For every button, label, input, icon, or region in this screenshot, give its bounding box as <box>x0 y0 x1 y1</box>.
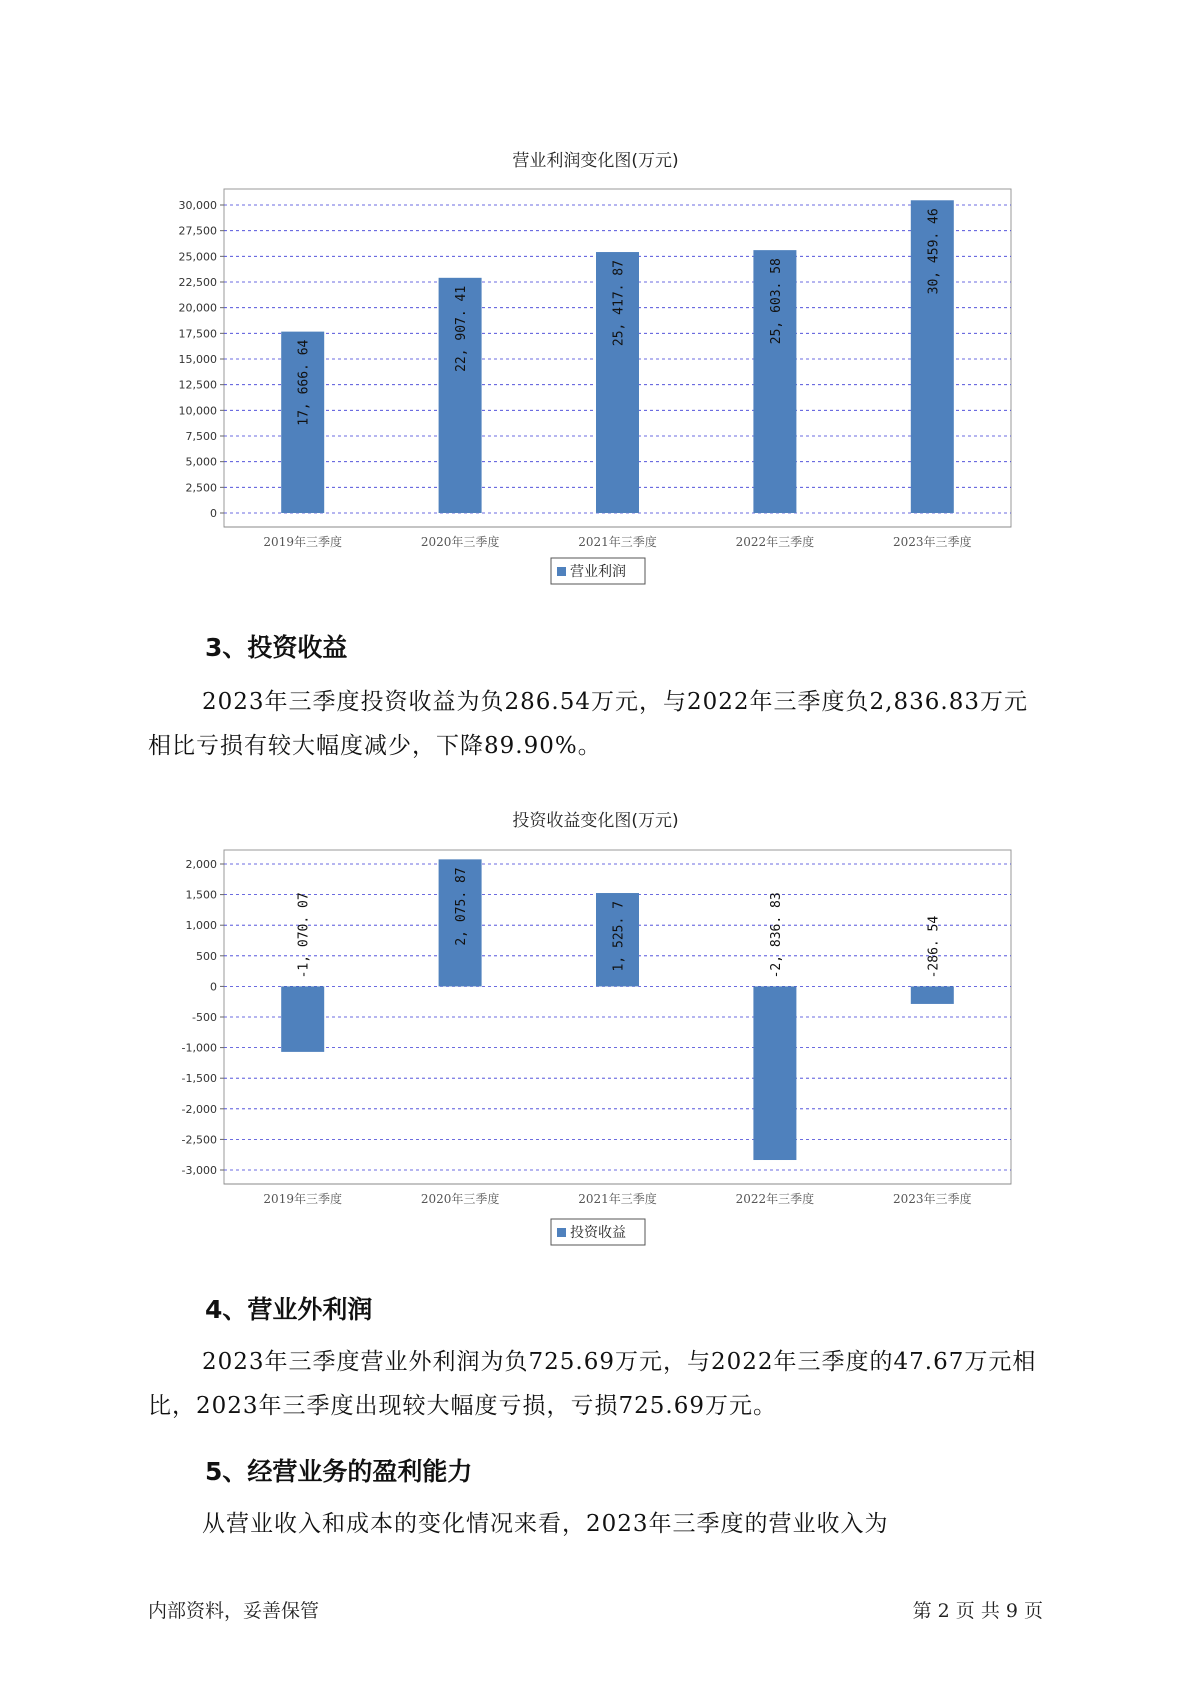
chart1-y-tick-label: 15,000 <box>178 353 217 366</box>
chart2-bar <box>911 986 954 1004</box>
chart1-category-label: 2021年三季度 <box>578 535 657 549</box>
section3-heading: 3、投资收益 <box>205 633 348 662</box>
chart2-legend-swatch <box>557 1228 566 1237</box>
chart1-y-tick-label: 22,500 <box>178 276 217 289</box>
chart2-category-label: 2020年三季度 <box>420 1192 500 1206</box>
chart1-y-tick-label: 12,500 <box>178 378 217 392</box>
chart2-y-tick-label: -1,000 <box>181 1041 217 1055</box>
chart2-y-tick-label: 2,000 <box>185 858 217 871</box>
chart2-y-tick-label: 1,500 <box>185 888 217 902</box>
chart2-category-label: 2021年三季度 <box>578 1192 657 1206</box>
chart1-y-tick-label: 0 <box>210 507 217 520</box>
chart1-y-tick-label: 17,500 <box>178 327 217 341</box>
section4-text: 2023年三季度营业外利润为负725.69万元，与2022年三季度的47.67万元相比，2023年三季度出现较大幅度亏损，亏损725.69万元。 <box>148 1349 1037 1419</box>
chart1-category-label: 2020年三季度 <box>420 535 500 549</box>
chart1-data-label: 25, 417. 87 <box>611 260 627 347</box>
chart2-legend-label: 投资收益 <box>570 1225 626 1241</box>
section4-paragraph <box>148 1340 1048 1428</box>
chart1-y-tick-label: 2,500 <box>185 481 217 495</box>
footer-confidential: 内部资料，妥善保管 <box>148 1600 320 1622</box>
chart2-bar <box>281 986 324 1051</box>
section5-heading: 5、经营业务的盈利能力 <box>205 1457 473 1486</box>
chart1-data-label: 17, 666. 64 <box>296 339 312 426</box>
chart2-y-tick-label: 1,000 <box>185 919 217 933</box>
chart1-y-tick-label: 7,500 <box>185 430 217 443</box>
chart1-y-tick-label: 20,000 <box>178 301 217 315</box>
chart2-y-tick-label: -2,500 <box>181 1133 217 1147</box>
chart2-y-tick-label: -3,000 <box>181 1164 217 1177</box>
chart2-bar <box>753 986 796 1160</box>
chart2-data-label: 2, 075. 87 <box>454 867 470 946</box>
chart2-data-label: -1, 070. 07 <box>296 892 312 979</box>
chart2-y-tick-label: -500 <box>192 1011 217 1024</box>
chart2-y-tick-label: -2,000 <box>181 1102 217 1116</box>
chart2-category-label: 2022年三季度 <box>735 1192 815 1206</box>
chart2-y-tick-label: -1,500 <box>181 1072 217 1086</box>
footer-page-number: 第 2 页 共 9 页 <box>912 1600 1043 1622</box>
chart2-data-label: -286. 54 <box>926 915 942 979</box>
chart1-data-label: 25, 603. 58 <box>768 258 784 345</box>
chart2-y-tick-label: 0 <box>210 980 217 994</box>
chart2-title: 投资收益变化图(万元) <box>512 811 679 831</box>
chart2-category-label: 2019年三季度 <box>263 1192 342 1206</box>
chart1-category-label: 2022年三季度 <box>735 535 815 549</box>
chart2-category-label: 2023年三季度 <box>893 1192 972 1206</box>
chart2-y-tick-label: 500 <box>196 949 217 963</box>
section5-text: 从营业收入和成本的变化情况来看，2023年三季度的营业收入为 <box>202 1511 889 1537</box>
chart2-data-label: 1, 525. 7 <box>611 901 627 972</box>
chart1-y-tick-label: 30,000 <box>178 199 217 212</box>
section3-text: 2023年三季度投资收益为负286.54万元，与2022年三季度负2,836.83万元相比亏损有较大幅度减少，下降89.90%。 <box>148 689 1028 759</box>
chart1-category-label: 2023年三季度 <box>893 535 972 549</box>
chart1-y-tick-label: 5,000 <box>185 455 217 469</box>
section5-paragraph <box>148 1502 1048 1546</box>
chart1-category-label: 2019年三季度 <box>263 535 342 549</box>
chart1-legend-label: 营业利润 <box>570 564 626 580</box>
chart1-data-label: 30, 459. 46 <box>926 208 942 295</box>
section4-heading: 4、营业外利润 <box>205 1295 373 1324</box>
chart1-data-label: 22, 907. 41 <box>454 285 470 372</box>
chart1-y-tick-label: 27,500 <box>178 224 217 238</box>
chart1-title: 营业利润变化图(万元) <box>512 151 679 171</box>
chart2-data-label: -2, 836. 83 <box>768 892 784 979</box>
chart1-y-tick-label: 25,000 <box>178 250 217 264</box>
chart2-legend <box>551 1219 645 1245</box>
chart1-y-tick-label: 10,000 <box>178 404 217 418</box>
